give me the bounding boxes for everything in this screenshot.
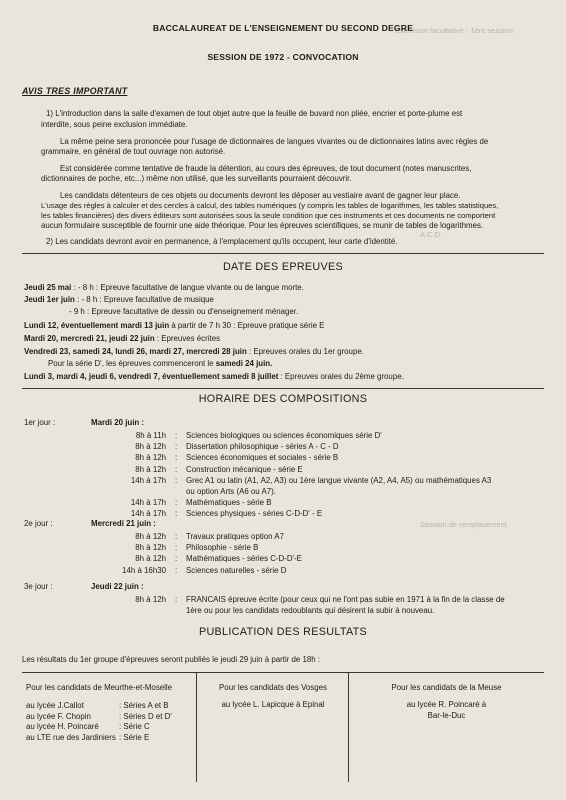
section-divider: [22, 388, 544, 389]
slot-time: 8h à 11h: [135, 431, 166, 440]
slot-subject: Philosophie - série B: [186, 543, 259, 553]
dates-title: DATE DES EPREUVES: [222, 261, 344, 273]
publication-title: PUBLICATION DES RESULTATS: [198, 626, 368, 638]
lycee-series: : Série E: [119, 732, 150, 742]
slot-separator: :: [175, 543, 178, 553]
date-row: Pour la série D', les épreuves commenceront le samedi 24 juin.: [48, 359, 273, 368]
avis-p5: 2) Les candidats devront avoir en permanence, à l'emplacement qu'ils occupent, leur carte d'identité.: [46, 237, 398, 246]
slot-time: 8h à 12h: [135, 442, 166, 452]
publication-intro: Les résultats du 1er groupe d'épreuves seront publiés le jeudi 29 juin à partir de 18h :: [22, 655, 321, 664]
slot-time: 8h à 12h: [135, 453, 166, 463]
slot-subject: Sciences économiques et sociales - série B: [186, 453, 339, 463]
column-divider: [348, 672, 349, 782]
slot-subject-cont: ou option Arts (A6 ou A7).: [186, 487, 276, 496]
date-row: Lundi 3, mardi 4, jeudi 6, vendredi 7, éventuellement samedi 8 juillet : Epreuves orales du 2ème groupe.: [24, 372, 404, 381]
date-row: Jeudi 25 mai : - 8 h : Epreuve facultative de langue vivante ou de langue morte.: [24, 283, 304, 292]
day-date: Jeudi 22 juin :: [91, 582, 144, 591]
horaire-title: HORAIRE DES COMPOSITIONS: [198, 393, 368, 405]
slot-separator: :: [175, 498, 178, 508]
show-through-text: Session de remplacement: [420, 520, 507, 529]
avis-p2-line2: grammaire, en général de tout ouvrage non autorisé.: [41, 147, 226, 156]
slot-subject: Sciences naturelles - série D: [186, 565, 287, 575]
lycee-name: au lycée J.Callot: [26, 701, 84, 710]
section-divider: [22, 253, 544, 254]
session-title: SESSION DE 1972 - CONVOCATION: [207, 52, 359, 62]
slot-separator: :: [175, 442, 178, 452]
slot-separator: :: [175, 475, 178, 485]
avis-p4-line4: aucun formulaire susceptible de fournir une aide théorique. Pour les épreuves scientifiques, se munir de tables de logarithmes.: [41, 221, 484, 230]
slot-time: 8h à 12h: [135, 464, 166, 474]
slot-separator: :: [175, 565, 178, 575]
slot-time: 14h à 16h30: [122, 565, 166, 575]
slot-subject-cont: 1ère ou pour les candidats redoublants qui désirent la subir à nouveau.: [186, 606, 435, 616]
avis-p1-line2: interdite, sous peine exclusion immédiate.: [41, 120, 188, 129]
vosges-lycee: au lycée L. Lapicque à Epinal: [221, 700, 325, 709]
section-divider: [22, 672, 544, 673]
lycee-name: au LTE rue des Jardiniers: [26, 732, 116, 742]
slot-subject: FRANCAIS épreuve écrite (pour ceux qui ne l'ont pas subie en 1971 à la fin de la classe de: [186, 595, 505, 604]
day-date: Mardi 20 juin :: [91, 418, 145, 427]
lycee-series: : Série C: [119, 722, 150, 731]
slot-time: 8h à 12h: [135, 532, 166, 541]
show-through-text: Extension facultative - 1ère session: [395, 26, 513, 35]
meurthe-heading: Pour les candidats de Meurthe-et-Moselle: [26, 683, 173, 692]
document-title: BACCALAUREAT DE L'ENSEIGNEMENT DU SECOND DEGRE: [152, 23, 414, 33]
show-through-text: A.C.D.: [420, 230, 443, 239]
slot-separator: :: [175, 431, 178, 440]
slot-time: 14h à 17h: [130, 498, 166, 508]
lycee-name: au lycée F. Chopin: [26, 711, 91, 721]
avis-p2-line1: La même peine sera prononcée pour l'usage de dictionnaires de langues vivantes ou de dictionnaires latins avec règles de: [60, 137, 489, 146]
slot-time: 8h à 12h: [135, 543, 166, 553]
slot-subject: Mathématiques - série B: [186, 498, 272, 508]
vosges-heading: Pour les candidats des Vosges: [219, 683, 327, 692]
slot-time: 8h à 12h: [135, 595, 166, 604]
meuse-lycee: au lycée R. Poincaré à: [406, 700, 487, 709]
slot-separator: :: [175, 595, 178, 604]
slot-time: 8h à 12h: [135, 554, 166, 564]
slot-subject: Travaux pratiques option A7: [186, 532, 284, 541]
avis-p4-line2: L'usage des règles à calculer et des cercles à calcul, des tables numériques (y compris les tables de logarithmes, les tables statistiques,: [41, 201, 499, 210]
avis-p1-line1: 1) L'introduction dans la salle d'examen de tout objet autre que la feuille de buvard non pliée, encrier et porte-plume est: [46, 109, 463, 118]
slot-subject: Mathématiques - séries C-D-D'-E: [186, 554, 302, 564]
slot-time: 14h à 17h: [130, 475, 166, 485]
day-date: Mercredi 21 juin :: [91, 519, 156, 528]
slot-separator: :: [175, 554, 178, 564]
date-row: Lundi 12, éventuellement mardi 13 juin à partir de 7 h 30 : Epreuve pratique série E: [24, 321, 325, 330]
date-row: Jeudi 1er juin : - 8 h : Epreuve facultative de musique: [24, 295, 214, 304]
lycee-series: : Séries D et D': [119, 711, 172, 721]
slot-subject: Dissertation philosophique - séries A - C - D: [186, 442, 339, 452]
column-divider: [196, 672, 197, 782]
avis-title: AVIS TRES IMPORTANT: [22, 86, 128, 96]
date-row: Mardi 20, mercredi 21, jeudi 22 juin : Epreuves écrites: [24, 334, 221, 343]
slot-separator: :: [175, 509, 178, 519]
slot-subject: Sciences biologiques ou sciences économiques série D': [186, 431, 382, 440]
slot-separator: :: [175, 464, 178, 474]
day-label: 2e jour :: [24, 519, 53, 528]
avis-p4-line1: Les candidats détenteurs de ces objets ou documents devront les déposer au vestiaire avant de gagner leur place.: [60, 191, 461, 200]
date-row: Vendredi 23, samedi 24, lundi 26, mardi 27, mercredi 28 juin : Epreuves orales du 1er groupe.: [24, 347, 364, 356]
day-label: 3e jour :: [24, 582, 53, 591]
slot-separator: :: [175, 532, 178, 541]
avis-p4-line3: les tables financières) des divers éditeurs sont autorisées sous la seule condition que ces instruments et ces documents ne comportent: [41, 211, 496, 220]
day-label: 1er jour :: [24, 418, 56, 427]
slot-subject: Grec A1 ou latin (A1, A2, A3) ou 1ère langue vivante (A2, A4, A5) ou mathématiques A3: [186, 475, 492, 485]
avis-p3-line1: Est considérée comme tentative de fraude la détention, au cours des épreuves, de tout document (notes manuscrites,: [60, 164, 472, 173]
meuse-heading: Pour les candidats de la Meuse: [391, 683, 502, 692]
avis-p3-line2: dictionnaires de poche, etc...) même non utilisé, que les surveillants pourraient découvrir.: [41, 174, 352, 183]
slot-subject: Sciences physiques - séries C-D-D' - E: [186, 509, 323, 519]
date-row: - 9 h : Epreuve facultative de dessin ou d'enseignement ménager.: [69, 307, 299, 316]
slot-separator: :: [175, 453, 178, 463]
slot-time: 14h à 17h: [130, 509, 166, 519]
lycee-name: au lycée H. Poincaré: [26, 722, 99, 731]
slot-subject: Construction mécanique - série E: [186, 464, 303, 474]
meuse-city: Bar-le-Duc: [427, 711, 466, 720]
lycee-series: : Séries A et B: [119, 701, 169, 710]
